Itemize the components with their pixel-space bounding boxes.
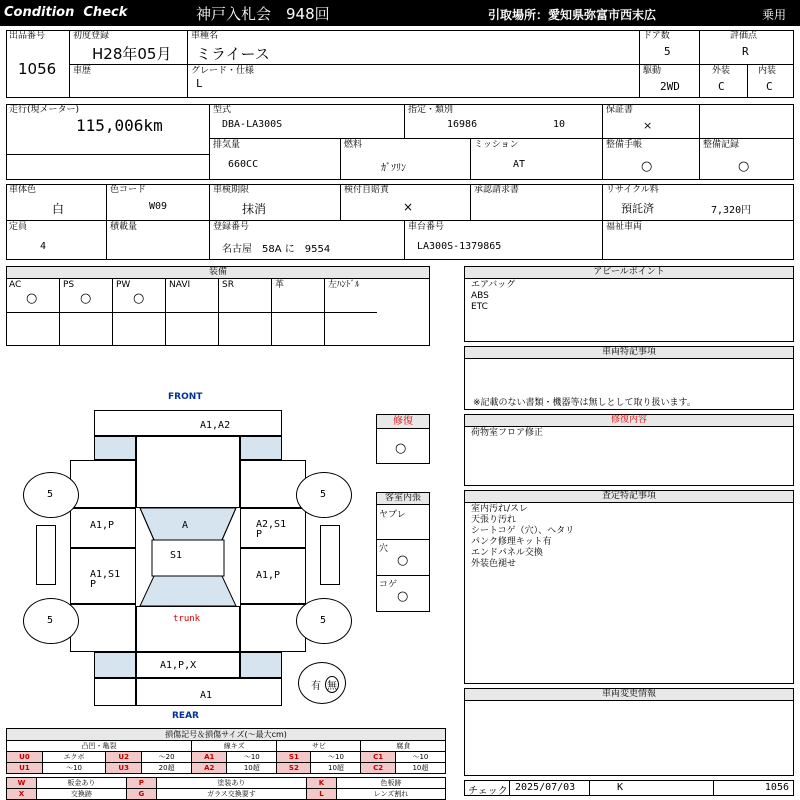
interior-hole-value: ○ [397, 553, 409, 568]
appeal-lines [471, 280, 515, 313]
legend-desc: エクボ [42, 752, 105, 763]
approval-cell: 承認請求書 [470, 184, 602, 220]
equipment-label: 左ﾊﾝﾄﾞﾙ [328, 280, 360, 290]
insurance-cell: 検付自賠責 × [340, 184, 470, 220]
interior-burn-label: コゲ [379, 580, 398, 590]
capacity-cell: 定員 4 [6, 220, 106, 260]
header-title: 神戸入札会 948回 [196, 5, 330, 23]
header-location: 引取場所：愛知県弥富市西末広 [488, 8, 657, 22]
appeal-line: エアバッグ [471, 280, 516, 290]
legend-code: A2 [192, 763, 227, 774]
legend-desc: 20超 [142, 763, 192, 774]
special-box [464, 346, 794, 410]
check-label: チェック [468, 786, 508, 797]
legend-group-3: サビ [277, 741, 361, 752]
designation-cell: 指定・類別 16986 10 [404, 104, 602, 138]
legend-desc: ～10 [395, 752, 445, 763]
warranty-cell: 保証書 × [602, 104, 699, 138]
legend-mark-desc: 色板跡 [336, 778, 445, 789]
equipment-label: PW [116, 280, 131, 290]
chassis-cell: 車台番号 LA300S-1379865 [404, 220, 602, 260]
equipment-label: AC [9, 280, 22, 290]
first-reg-cell: 初度登録 H28年05月 [69, 30, 187, 64]
welfare-cell: 福祉車両 [602, 220, 794, 260]
front-label: FRONT [168, 392, 203, 402]
appraisal-line: パンク修理キット有 [471, 537, 552, 547]
legend-code: U3 [106, 763, 142, 774]
header-left: Condition Check [4, 5, 128, 20]
legend-codes-table [6, 777, 446, 800]
score-cell: 評価点 R [699, 30, 794, 64]
lot-number: 1056 [18, 60, 57, 78]
appraisal-line: 外装色褪せ [471, 559, 517, 569]
legend-group-4: 腐食 [361, 741, 446, 752]
recycle-cell: リサイクル料 預託済 7,320円 [602, 184, 794, 220]
mileage-cell: 走行(現メーター) 115,006km [9, 105, 163, 135]
special-title: 車両特記事項 [465, 347, 793, 359]
damage-legend [6, 728, 446, 800]
legend-mark-code: L [306, 789, 336, 800]
appraisal-line: 室内汚れ/スレ [471, 504, 529, 514]
displacement-cell: 排気量 660CC [209, 138, 340, 180]
check-row [464, 780, 794, 796]
legend-mark-desc: 塗装あり [156, 778, 306, 789]
rear-label: REAR [172, 711, 199, 721]
left-mirror [36, 525, 56, 585]
legend-code: A1 [192, 752, 227, 763]
appraisal-title: 査定特記事項 [465, 491, 793, 503]
legend-code: U0 [7, 752, 43, 763]
legend-code: S1 [277, 752, 311, 763]
interior-box [376, 492, 430, 612]
mark-right-rear: A1,P [256, 570, 281, 581]
legend-mark-desc: 交換跡 [37, 789, 127, 800]
legend-mark-desc: レンズ割れ [336, 789, 445, 800]
appeal-line: ETC [471, 302, 488, 312]
legend-desc: 10超 [227, 763, 277, 774]
exterior-cell: 外装 C [699, 64, 747, 98]
mark-front-top: A1,A2 [200, 420, 231, 431]
appraisal-line: 天張り汚れ [471, 515, 517, 525]
legend-desc: 10超 [395, 763, 445, 774]
grade-cell: グレード・仕様 L [187, 64, 639, 98]
legend-code: S2 [277, 763, 311, 774]
legend-desc: ～10 [227, 752, 277, 763]
mark-right-front: A2,S1 P [256, 519, 287, 540]
tire-front-left-value: 5 [47, 489, 54, 500]
interior-box-title: 客室内張 [377, 493, 429, 505]
legend-code: U1 [7, 763, 43, 774]
legend-desc: ～10 [42, 763, 105, 774]
load-cell: 積載量 [106, 220, 209, 260]
tire-rear-left-value: 5 [47, 615, 54, 626]
equipment-value: ○ [80, 291, 92, 306]
legend-group-2: 線キズ [192, 741, 277, 752]
changes-title: 車両変更情報 [465, 689, 793, 701]
doors-cell: ドア数 5 [639, 30, 699, 64]
legend-code: U2 [106, 752, 142, 763]
equipment-label: 革 [275, 280, 285, 290]
repair-content-lines [471, 428, 543, 439]
right-mirror [320, 525, 340, 585]
mark-rear-bumper: A1,P,X [160, 660, 197, 671]
legend-desc: ～10 [311, 752, 361, 763]
lot-cell: 出品番号 1056 [9, 31, 57, 78]
legend-code: C2 [361, 763, 395, 774]
check-date: 2025/07/03 [515, 782, 576, 793]
equipment-value: ○ [133, 291, 145, 306]
interior-divider-1 [377, 539, 429, 540]
appraisal-lines [471, 504, 574, 570]
appeal-box [464, 266, 794, 342]
interior-divider-2 [377, 575, 429, 576]
record-cell: 整備記録 ○ [699, 138, 794, 180]
legend-title: 損傷記号＆損傷サイズ(～最大cm) [7, 729, 446, 741]
legend-mark-code: X [7, 789, 37, 800]
equipment-label: SR [222, 280, 234, 290]
legend-mark-desc: ガラス交換要す [156, 789, 306, 800]
changes-box [464, 688, 794, 776]
check-code: K [617, 782, 624, 793]
plate-cell: 登録番号 名古屋 58A に 9554 [209, 220, 404, 260]
appraisal-line: エンドパネル交換 [471, 548, 543, 558]
legend-code: C1 [361, 752, 395, 763]
mark-left-rear: A1,S1 P [90, 569, 121, 590]
legend-desc: 10超 [311, 763, 361, 774]
repair-box [376, 414, 430, 464]
interior-tear-label: ヤブレ [379, 510, 406, 520]
repair-content-box [464, 414, 794, 486]
appeal-line: ABS [471, 291, 489, 301]
mark-rear-bottom: A1 [200, 690, 213, 701]
legend-mark-code: K [306, 778, 336, 789]
equipment-label: NAVI [169, 280, 191, 290]
legend-group-1: 凸凹・亀裂 [7, 741, 192, 752]
equipment-label: PS [63, 280, 75, 290]
check-divider-2 [589, 781, 590, 795]
warranty-blank [699, 104, 794, 138]
appraisal-line: シートコゲ（穴）、ヘタリ [471, 526, 575, 536]
repair-box-title: 修復 [377, 415, 429, 429]
fuel-cell: 燃料 ｶﾞｿﾘﾝ [340, 138, 470, 180]
check-lot: 1056 [764, 782, 789, 793]
legend-desc: ～20 [142, 752, 192, 763]
header-kind: 乗用 [762, 8, 787, 22]
check-divider-1 [509, 781, 510, 795]
spare-label: 有 [311, 681, 321, 692]
inspection-cell: 車検期限 抹消 [209, 184, 340, 220]
mark-windshield: A [182, 520, 189, 531]
repair-content-title: 修復内容 [465, 415, 793, 427]
maintenance-cell: 整備手帳 ○ [602, 138, 699, 180]
appeal-title: アピールポイント [465, 267, 793, 279]
repair-box-value: ○ [395, 441, 407, 456]
equipment-value: ○ [26, 291, 38, 306]
legend-table [6, 728, 446, 774]
appraisal-box [464, 490, 794, 684]
repair-content-line: 荷物室フロア修正 [471, 428, 544, 438]
type-cell: 型式 DBA-LA300S [209, 104, 404, 138]
legend-mark-code: G [126, 789, 156, 800]
legend-mark-code: P [126, 778, 156, 789]
special-note: ※記載のない書類・機器等は無しとして取り扱います。 [473, 398, 696, 408]
check-divider-3 [713, 781, 714, 795]
interior-burn-value: ○ [397, 589, 409, 604]
color-code-cell: 色コード W09 [106, 184, 209, 220]
equipment-title: 装備 [7, 267, 429, 279]
mark-left-front: A1,P [90, 520, 115, 531]
interior-cell: 内装 C [747, 64, 794, 98]
tire-front-right-value: 5 [320, 489, 327, 500]
mark-roof: S1 [170, 550, 183, 561]
interior-hole-label: 穴 [379, 544, 389, 554]
color-cell: 車体色 白 [9, 185, 65, 216]
trunk-label: trunk [173, 614, 201, 624]
mission-cell: ミッション AT [470, 138, 602, 180]
spare-mark: 無 [325, 676, 339, 693]
drive-cell: 駆動 2WD [639, 64, 699, 98]
history-cell: 車歴 [69, 64, 187, 98]
legend-mark-desc: 板金あり [37, 778, 127, 789]
tire-rear-right-value: 5 [320, 615, 327, 626]
model-cell: 車種名 ミライース [187, 30, 639, 64]
legend-mark-code: W [7, 778, 37, 789]
